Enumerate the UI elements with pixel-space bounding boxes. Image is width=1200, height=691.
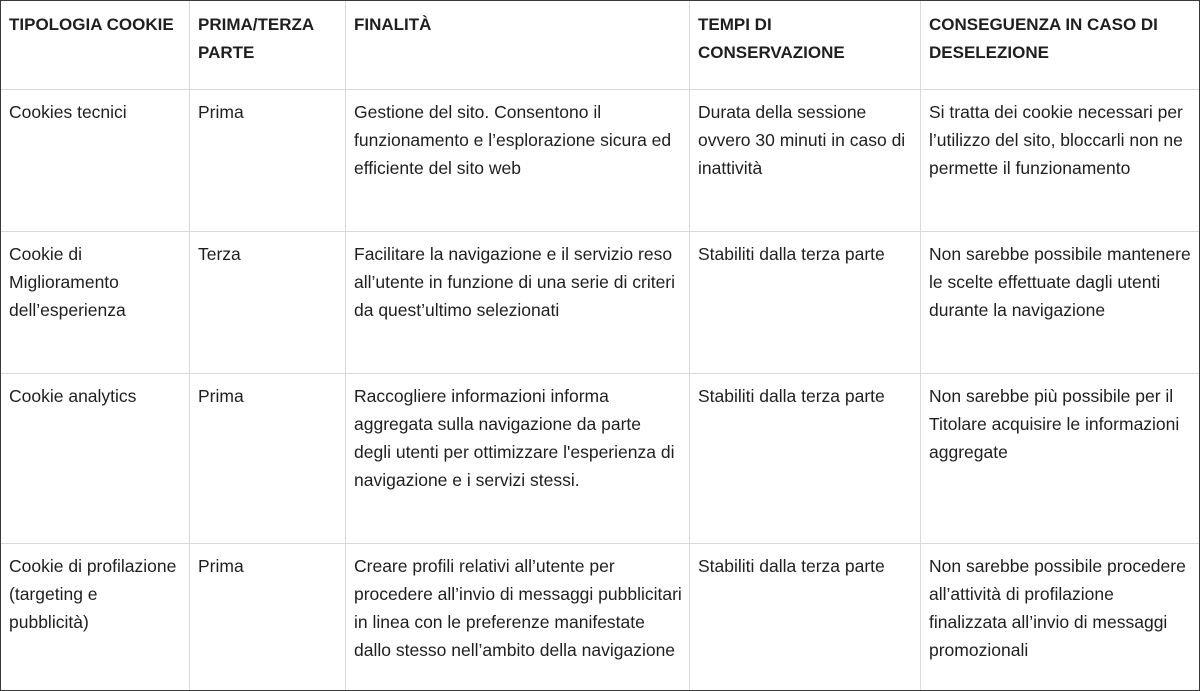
cell-finalita: Gestione del sito. Consentono il funzionamento e l’esplorazione sicura ed efficiente del sito web [346, 90, 690, 232]
header-conseguenza: CONSEGUENZA IN CASO DI DESELEZIONE [921, 1, 1200, 90]
cell-parte: Prima [190, 90, 346, 232]
cell-tipologia: Cookies tecnici [1, 90, 190, 232]
cell-conseguenza: Non sarebbe più possibile per il Titolare acquisire le informazioni aggregate [921, 374, 1200, 544]
cell-tempi: Stabiliti dalla terza parte [690, 544, 921, 691]
cell-tempi: Stabiliti dalla terza parte [690, 232, 921, 374]
cell-conseguenza: Non sarebbe possibile procedere all’attività di profilazione finalizzata all’invio di messaggi promozionali [921, 544, 1200, 691]
cell-tipologia: Cookie di profilazione (targeting e pubblicità) [1, 544, 190, 691]
cell-tipologia: Cookie di Miglioramento dell’esperienza [1, 232, 190, 374]
cell-tipologia: Cookie analytics [1, 374, 190, 544]
cell-finalita: Raccogliere informazioni informa aggregata sulla navigazione da parte degli utenti per ottimizzare l'esperienza di navigazione e i servizi stessi. [346, 374, 690, 544]
cell-parte: Prima [190, 544, 346, 691]
table-row [1, 232, 1200, 374]
cell-parte: Prima [190, 374, 346, 544]
table-row [1, 90, 1200, 232]
header-prima-terza: PRIMA/TERZA PARTE [190, 1, 346, 90]
cell-finalita: Facilitare la navigazione e il servizio reso all’utente in funzione di una serie di criteri da quest’ultimo selezionati [346, 232, 690, 374]
cell-finalita: Creare profili relativi all’utente per procedere all’invio di messaggi pubblicitari in linea con le preferenze manifestate dallo stesso nell’ambito della navigazione [346, 544, 690, 691]
header-tempi: TEMPI DI CONSERVAZIONE [690, 1, 921, 90]
table-header-row [1, 1, 1200, 90]
header-tipologia: TIPOLOGIA COOKIE [1, 1, 190, 90]
header-finalita: FINALITÀ [346, 1, 690, 90]
cell-conseguenza: Non sarebbe possibile mantenere le scelte effettuate dagli utenti durante la navigazione [921, 232, 1200, 374]
cell-tempi: Stabiliti dalla terza parte [690, 374, 921, 544]
cell-conseguenza: Si tratta dei cookie necessari per l’utilizzo del sito, bloccarli non ne permette il funzionamento [921, 90, 1200, 232]
cell-parte: Terza [190, 232, 346, 374]
table-row [1, 544, 1200, 691]
table-row [1, 374, 1200, 544]
cell-tempi: Durata della sessione ovvero 30 minuti in caso di inattività [690, 90, 921, 232]
